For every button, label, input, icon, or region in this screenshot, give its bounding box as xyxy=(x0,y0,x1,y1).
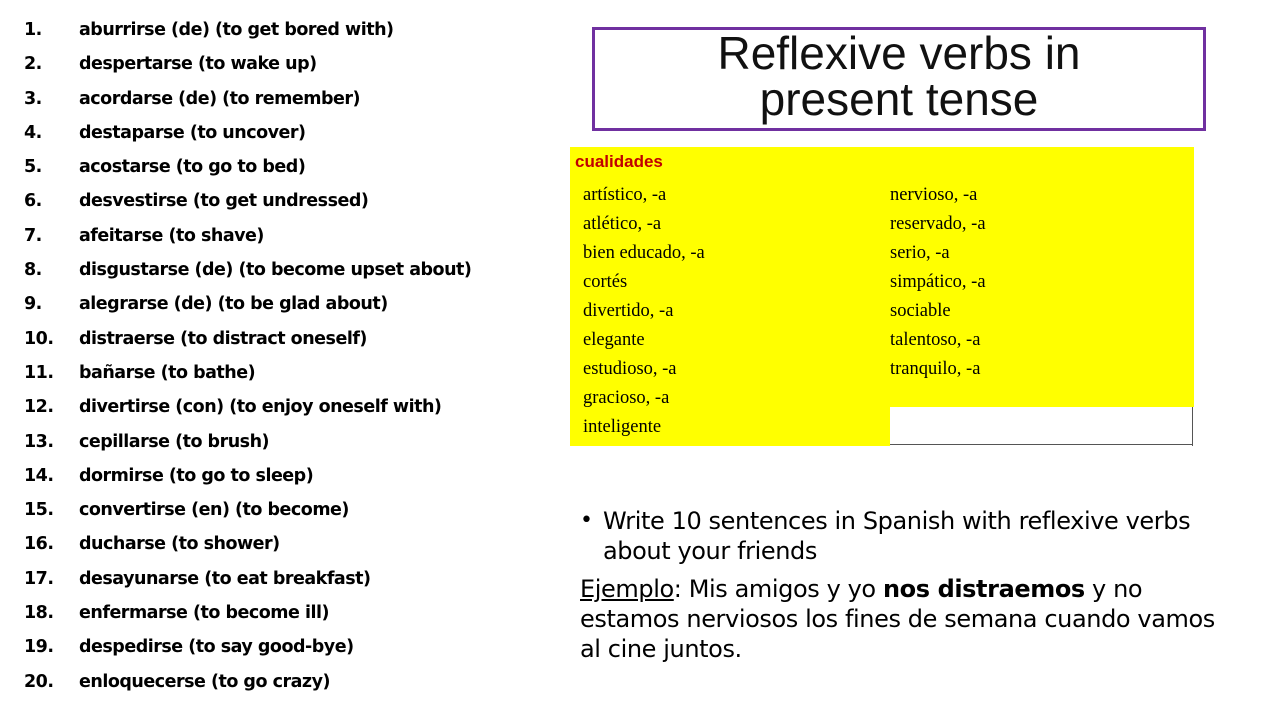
verb-text: convertirse (en) (to become) xyxy=(79,500,349,521)
verb-text: acordarse (de) (to remember) xyxy=(79,88,361,109)
verb-text: dormirse (to go to sleep) xyxy=(79,465,314,486)
table-border xyxy=(1192,407,1193,446)
verb-number: 14. xyxy=(24,465,54,486)
verb-number: 9. xyxy=(24,294,42,315)
verb-list-item xyxy=(24,466,471,500)
verb-text: despedirse (to say good-bye) xyxy=(79,637,354,658)
verb-list-item xyxy=(24,397,471,431)
verb-list-item xyxy=(24,54,471,88)
slide-title-line-2: present tense xyxy=(759,73,1039,125)
verb-list-item xyxy=(24,363,471,397)
quality-word: bien educado, -a xyxy=(583,243,705,263)
quality-word: cortés xyxy=(583,272,628,292)
verb-number: 10. xyxy=(24,328,54,349)
verb-text: disgustarse (de) (to become upset about) xyxy=(79,260,472,281)
slide-title-box xyxy=(592,27,1206,131)
example-text-start: Mis amigos y yo xyxy=(688,575,883,603)
verb-list-item xyxy=(24,637,471,671)
quality-word: artístico, -a xyxy=(583,185,667,205)
verb-text: enloquecerse (to go crazy) xyxy=(79,671,330,692)
verb-text: ducharse (to shower) xyxy=(79,534,280,555)
qualities-right-column xyxy=(890,181,986,384)
verb-number: 15. xyxy=(24,500,54,521)
verb-number: 8. xyxy=(24,260,42,281)
example-sentence xyxy=(580,574,1230,664)
qualities-left-column xyxy=(583,181,705,442)
verb-list-item xyxy=(24,672,471,706)
verb-number: 12. xyxy=(24,397,54,418)
quality-word: talentoso, -a xyxy=(890,330,981,350)
verb-text: destaparse (to uncover) xyxy=(79,122,306,143)
quality-word: tranquilo, -a xyxy=(890,359,981,379)
quality-word: serio, -a xyxy=(890,243,950,263)
verb-text: aburrirse (de) (to get bored with) xyxy=(79,20,394,40)
verb-number: 1. xyxy=(24,20,42,40)
verb-number: 11. xyxy=(24,362,54,383)
task-bullet xyxy=(580,506,1230,566)
instructions xyxy=(580,506,1230,664)
verb-text: enfermarse (to become ill) xyxy=(79,603,329,624)
verb-number: 7. xyxy=(24,225,42,246)
verb-text: afeitarse (to shave) xyxy=(79,225,264,246)
verb-list-item xyxy=(24,534,471,568)
verb-list-item xyxy=(24,157,471,191)
example-colon: : xyxy=(673,575,689,603)
example-highlight: nos distraemos xyxy=(882,575,1085,603)
quality-word: divertido, -a xyxy=(583,301,674,321)
verb-number: 19. xyxy=(24,637,54,658)
verb-text: desayunarse (to eat breakfast) xyxy=(79,568,371,589)
verb-list xyxy=(24,20,471,706)
verb-list-item xyxy=(24,294,471,328)
table-border xyxy=(890,444,1193,445)
quality-word: nervioso, -a xyxy=(890,185,978,205)
verb-list-item xyxy=(24,89,471,123)
verb-list-item xyxy=(24,329,471,363)
verb-text: divertirse (con) (to enjoy oneself with) xyxy=(79,397,442,418)
verb-number: 3. xyxy=(24,88,42,109)
quality-word: atlético, -a xyxy=(583,214,662,234)
verb-list-item xyxy=(24,432,471,466)
verb-number: 4. xyxy=(24,122,42,143)
qualities-header: cualidades xyxy=(575,152,663,171)
quality-word: gracioso, -a xyxy=(583,388,670,408)
verb-list-item xyxy=(24,500,471,534)
verb-number: 17. xyxy=(24,568,54,589)
verb-text: desvestirse (to get undressed) xyxy=(79,191,369,212)
example-text-end: y no estamos nerviosos los fines de semana cuando vamos al cine juntos. xyxy=(580,575,1215,663)
verb-list-item xyxy=(24,20,471,54)
example-label: Ejemplo xyxy=(580,575,674,603)
quality-word: sociable xyxy=(890,301,951,321)
verb-text: bañarse (to bathe) xyxy=(79,362,256,383)
verb-list-item xyxy=(24,569,471,603)
quality-word: inteligente xyxy=(583,417,662,437)
verb-text: distraerse (to distract oneself) xyxy=(79,328,367,349)
verb-list-item xyxy=(24,260,471,294)
quality-word: elegante xyxy=(583,330,645,350)
slide-title-line-1: Reflexive verbs in xyxy=(717,27,1081,79)
bullet-icon: • xyxy=(580,508,593,533)
verb-list-item xyxy=(24,191,471,225)
quality-word: estudioso, -a xyxy=(583,359,677,379)
verb-text: acostarse (to go to bed) xyxy=(79,157,306,178)
verb-text: alegrarse (de) (to be glad about) xyxy=(79,294,388,315)
verb-text: cepillarse (to brush) xyxy=(79,431,270,452)
verb-number: 6. xyxy=(24,191,42,212)
verb-list-item xyxy=(24,603,471,637)
verb-number: 5. xyxy=(24,157,42,178)
verb-text: despertarse (to wake up) xyxy=(79,54,317,75)
quality-word: reservado, -a xyxy=(890,214,986,234)
quality-word: simpático, -a xyxy=(890,272,986,292)
verb-number: 13. xyxy=(24,431,54,452)
verb-number: 18. xyxy=(24,603,54,624)
verb-number: 2. xyxy=(24,54,42,75)
verb-list-item xyxy=(24,226,471,260)
verb-number: 16. xyxy=(24,534,54,555)
verb-list-item xyxy=(24,123,471,157)
verb-number: 20. xyxy=(24,671,54,692)
qualities-table xyxy=(570,147,1194,446)
task-text: Write 10 sentences in Spanish with reflexive verbs about your friends xyxy=(603,507,1191,565)
